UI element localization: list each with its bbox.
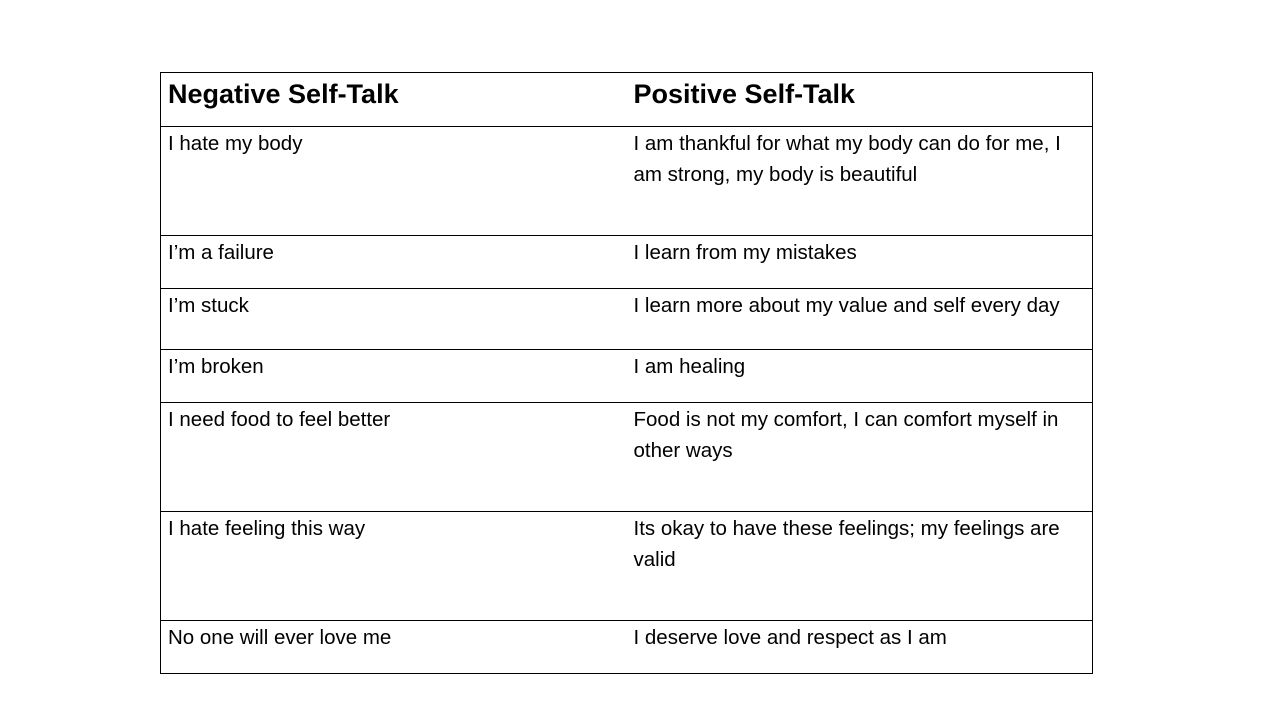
positive-text: Its okay to have these feelings; my feelings are valid [633,517,1060,571]
table-row [161,236,1093,289]
table-header-row [161,73,1093,127]
positive-cell [627,350,1093,403]
negative-cell [161,621,627,674]
negative-cell [161,289,627,350]
positive-cell [627,127,1093,236]
negative-cell [161,403,627,512]
negative-text: No one will ever love me [168,626,392,649]
positive-text: I am thankful for what my body can do for me, I am strong, my body is beautiful [633,132,1061,186]
positive-text: I learn from my mistakes [633,241,857,264]
table-row [161,403,1093,512]
negative-text: I’m broken [168,355,264,378]
positive-cell [627,621,1093,674]
positive-text: I deserve love and respect as I am [633,626,947,649]
header-positive-self-talk: Positive Self-Talk [627,73,1093,127]
positive-cell [627,289,1093,350]
table-row [161,512,1093,621]
positive-text: I am healing [633,355,746,378]
positive-cell [627,236,1093,289]
positive-cell [627,512,1093,621]
negative-cell [161,512,627,621]
positive-text: I learn more about my value and self every day [633,294,1060,317]
self-talk-table [160,72,1093,674]
negative-text: I need food to feel better [168,408,391,431]
header-negative-self-talk: Negative Self-Talk [161,73,627,127]
table-row [161,621,1093,674]
negative-text: I’m stuck [168,294,249,317]
positive-cell [627,403,1093,512]
table-row [161,350,1093,403]
positive-text: Food is not my comfort, I can comfort myself in other ways [633,408,1059,462]
table-row [161,289,1093,350]
negative-text: I hate feeling this way [168,517,366,540]
negative-cell [161,350,627,403]
negative-text: I hate my body [168,132,303,155]
table-row [161,127,1093,236]
negative-cell [161,127,627,236]
negative-text: I’m a failure [168,241,274,264]
negative-cell [161,236,627,289]
